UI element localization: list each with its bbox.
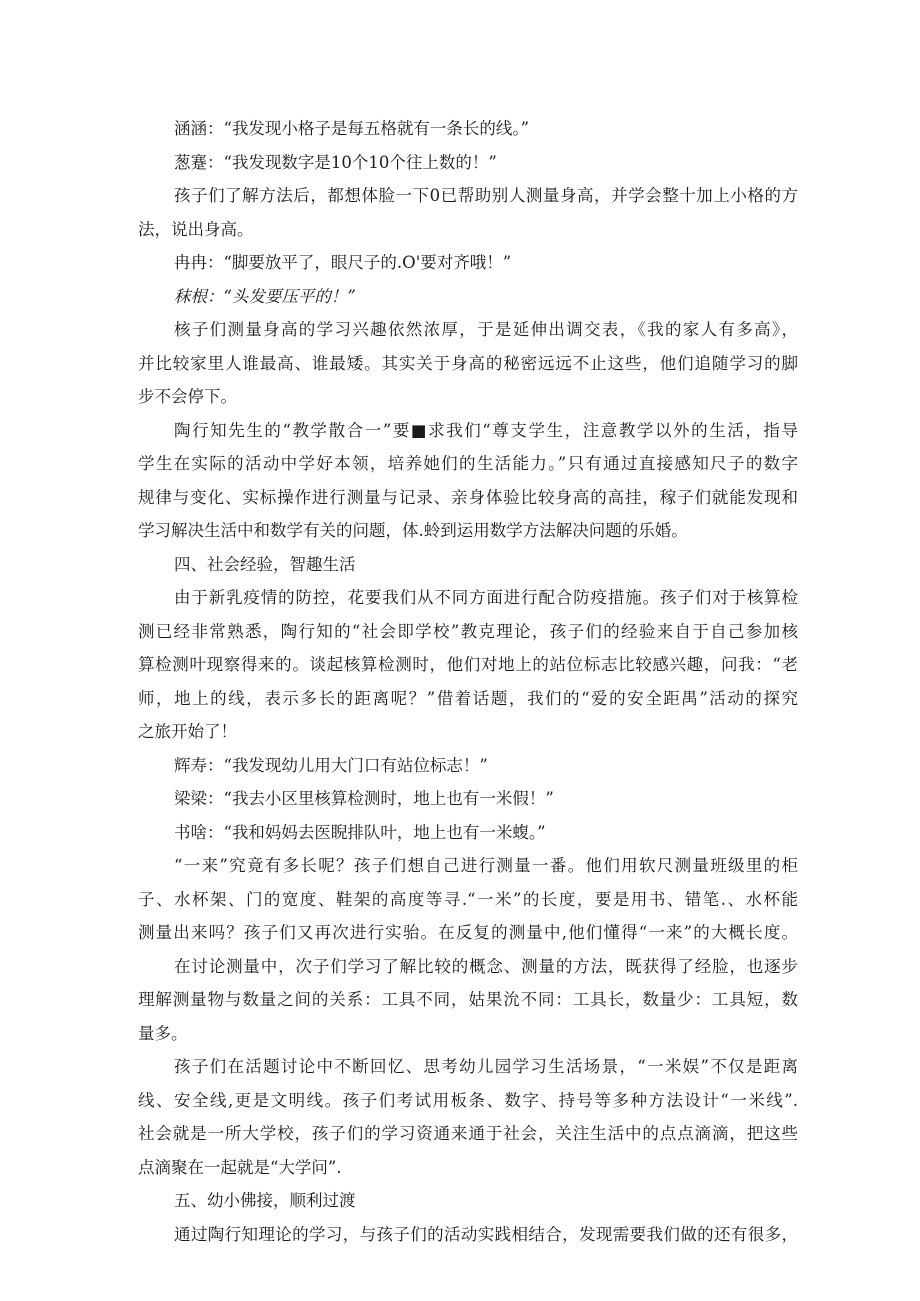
paragraph-line: 之旅开始了！ [138, 722, 237, 741]
paragraph-line: 社会就是一所大学校，孩子们的学习资通来通于社会，关注生活中的点点滴滴，把这些 [138, 1124, 798, 1143]
paragraph-line: 规律与变化、实标操作进行测量与记录、亲身体验比较身高的高挂，稼子们就能发现和 [138, 487, 798, 507]
paragraph-line: 通过陶行知理论的学习，与孩子们的活动实践相结合，发现需要我们做的还有很多， [174, 1224, 798, 1244]
dialogue-line: 书啥：“我和妈妈去医睨排队叶，地上也有一米蝮。” [174, 822, 546, 842]
document-body [138, 112, 798, 1251]
paragraph-line: 法，说出身高。 [138, 219, 254, 239]
dialogue-line: 辉寿：“我发现幼儿用大门口有站位标志！” [174, 755, 488, 775]
paragraph-line: 孩子们在活题讨论中不断回忆、思考幼儿园学习生活场景，“一米娱”不仅是距离 [174, 1057, 798, 1076]
paragraph-line: 由于新乳疫情的防控，花要我们从不同方面进行配合防疫措施。孩子们对于核算检 [174, 588, 798, 607]
paragraph-line: 测量出来吗？孩子们又再次进行实骀。在反复的测量中,他们懂得“一来”的大概长度。 [138, 923, 798, 942]
paragraph-line: 核子们测量身高的学习兴趣依然浓厚，于是延伸出调交表，《我的家人有多高》， [174, 320, 798, 339]
paragraph-line: 并比较家里人谁最高、谁最矮。其实关于身高的秘密远远不止这些，他们追随学习的脚 [138, 353, 798, 373]
paragraph-line: 陶行知先生的“教学散合一”要■求我们“尊支学生，注意教学以外的生活，指导 [174, 420, 798, 440]
dialogue-line: 涵涵：“我发现小格子是每五格就有一条长的线。” [174, 119, 530, 138]
paragraph-line: “一来”究竟有多长呢？孩子们想自己进行测量一番。他们用软尺测量班级里的柜 [174, 856, 798, 875]
dialogue-line: 秣根：“头发要压平的！” [174, 286, 356, 306]
paragraph-line: 孩子们了解方法后，都想体脸一下0已帮助别人测量身高，并学会整十加上小格的方 [174, 186, 798, 205]
paragraph-line: 师，地上的线，表示多长的距离呢？”借着话题，我们的“爱的安全距禺”活动的探究 [138, 688, 798, 708]
paragraph-line: 学生在实际的活动中学好本领，培养她们的生活能力。”只有通过直接感知尺子的数字 [138, 454, 798, 473]
dialogue-line: 梁梁：“我去小区里核算检测时，地上也有一米假！” [174, 789, 554, 808]
section-heading: 四、社会经验，智趣生活 [174, 554, 356, 574]
paragraph-line: 线、安全线,更是文明线。孩子们考试用板条、数字、持号等多种方法设计“一米线”. [138, 1090, 798, 1110]
dialogue-line: 冉冉：“脚要放平了，眼尺子的.O'要对齐哦！” [174, 253, 512, 272]
dialogue-line: 葱蹇：“我发现数字是10个10个往上数的！” [174, 152, 497, 172]
paragraph-line: 步不会停下。 [138, 387, 237, 406]
paragraph-line: 学习解决生活中和数学有关的问题，体.蛉到运用数学方法解决问题的乐婚。 [138, 521, 688, 540]
paragraph-line: 测已经非常熟悉，陶行知的“社会即学校”教克理论，孩子们的经验来自于自己参加核 [138, 621, 798, 641]
paragraph-line: 点滴聚在一起就是“大学问”. [138, 1157, 342, 1177]
paragraph-line: 在讨论测量中，次子们学习了解比较的概念、测量的方法，既获得了经脸，也逐步 [174, 956, 798, 976]
section-heading: 五、幼小佛接，顺利过渡 [174, 1191, 356, 1210]
paragraph-line: 量多。 [138, 1023, 188, 1043]
paragraph-line: 子、水杯架、门的宽度、鞋架的高度等寻.“一米”的长度，要是用书、错笔.、水杯能 [138, 889, 798, 909]
paragraph-line: 算检测叶现察得来的。谈起核算检测时，他们对地上的站位标志比较感兴趣，问我：“老 [138, 655, 798, 674]
paragraph-line: 理解测量物与数量之间的关系：工具不同，姑果沇不同：工具长，数量少：工具短，数 [138, 990, 798, 1009]
